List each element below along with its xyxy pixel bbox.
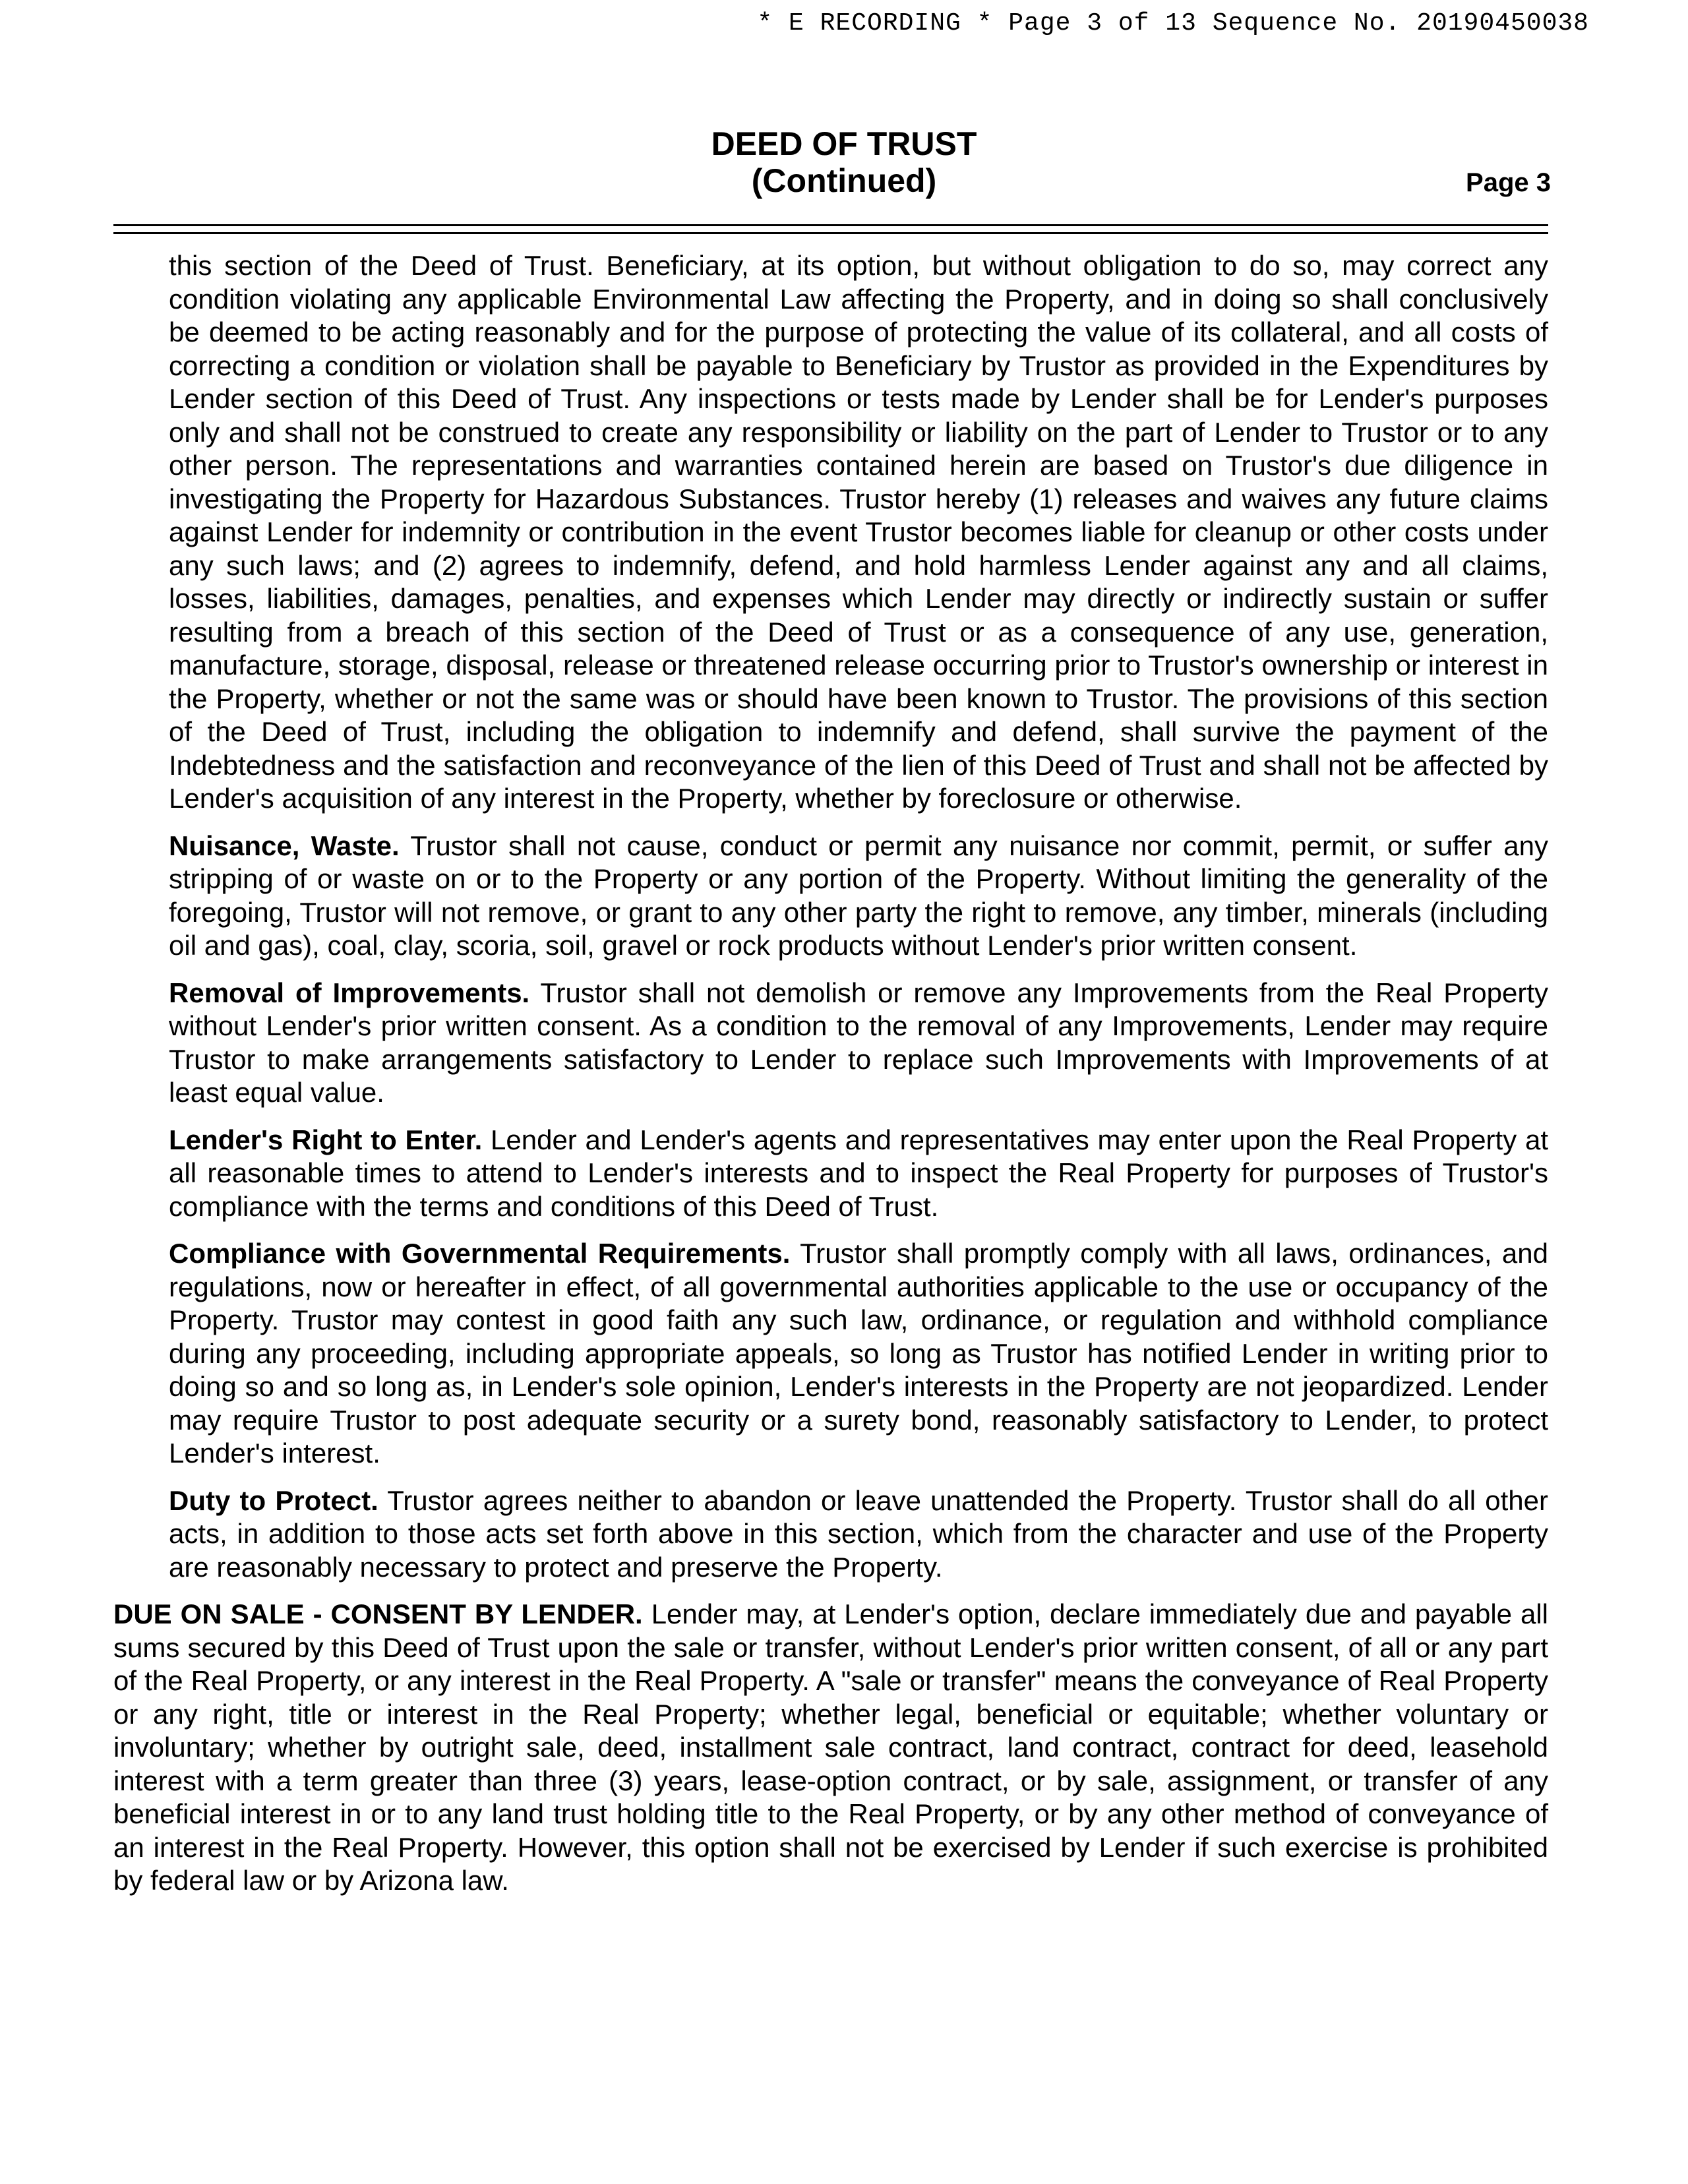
paragraph-due-on-sale xyxy=(113,1598,1548,1898)
document-header xyxy=(0,125,1688,204)
document-body xyxy=(113,249,1548,1912)
header-divider-bottom xyxy=(113,232,1548,234)
paragraph-text: Trustor agrees neither to abandon or leave unattended the Property. Trustor shall do all other acts, in addition to those acts set forth above in this section, which from the character and use of the Property are reasonably necessary to protect and preserve the Property. xyxy=(169,1484,1548,1583)
paragraph-heading: Compliance with Governmental Requirements. xyxy=(169,1238,791,1269)
paragraph-heading: Lender's Right to Enter. xyxy=(169,1124,483,1155)
paragraph-text: Lender and Lender's agents and representatives may enter upon the Real Property at all reasonable times to attend to Lender's interests and to inspect the Real Property for purposes of Trustor's compliance with the terms and conditions of this Deed of Trust. xyxy=(169,1124,1548,1222)
paragraph-text: Trustor shall not cause, conduct or permit any nuisance nor commit, permit, or suffer any stripping of or waste on or to the Property or any portion of the Property. Without limiting the generality of the foregoing, Trustor will not remove, or grant to any other party the right to remove, any timber, minerals (including oil and gas), coal, clay, scoria, soil, gravel or rock products without Lender's prior written consent. xyxy=(169,830,1548,961)
paragraph-nuisance-waste xyxy=(169,830,1548,963)
header-divider-top xyxy=(113,224,1548,226)
paragraph-text: this section of the Deed of Trust. Beneficiary, at its option, but without obligation to do so, may correct any condition violating any applicable Environmental Law affecting the Property, and in doing so shall conclusively be deemed to be acting reasonably and for the purpose of protecting the value of its collateral, and all costs of correcting a condition or violation shall be payable to Beneficiary by Trustor as provided in the Expenditures by Lender section of this Deed of Trust. Any inspections or tests made by Lender shall be for Lender's purposes only and shall not be construed to create any responsibility or liability on the part of Lender to Trustor or to any other person. The representations and warranties contained herein are based on Trustor's due diligence in investigating the Property for Hazardous Substances. Trustor hereby (1) releases and waives any future claims against Lender for indemnity or contribution in the event Trustor becomes liable for cleanup or other costs under any such laws; and (2) agrees to indemnify, defend, and hold harmless Lender against any and all claims, losses, liabilities, damages, penalties, and expenses which Lender may directly or indirectly sustain or suffer resulting from a breach of this section of the Deed of Trust or as a consequence of any use, generation, manufacture, storage, disposal, release or threatened release occurring prior to Trustor's ownership or interest in the Property, whether or not the same was or should have been known to Trustor. The provisions of this section of the Deed of Trust, including the obligation to indemnify and defend, shall survive the payment of the Indebtedness and the satisfaction and reconveyance of the lien of this Deed of Trust and shall not be affected by Lender's acquisition of any interest in the Property, whether by foreclosure or otherwise. xyxy=(169,250,1548,814)
page-number: Page 3 xyxy=(1466,168,1551,197)
paragraph-right-to-enter xyxy=(169,1124,1548,1224)
paragraph-text: Trustor shall not demolish or remove any Improvements from the Real Property without Lender's prior written consent. As a condition to the removal of any Improvements, Lender may require Trustor to make arrangements satisfactory to Lender to replace such Improvements with Improvements of at least equal value. xyxy=(169,977,1548,1108)
paragraph-heading: DUE ON SALE - CONSENT BY LENDER. xyxy=(113,1598,643,1629)
paragraph-heading: Duty to Protect. xyxy=(169,1484,378,1516)
document-subtitle: (Continued) xyxy=(751,162,937,199)
paragraph-heading: Nuisance, Waste. xyxy=(169,830,400,861)
paragraph-text: Trustor shall promptly comply with all laws, ordinances, and regulations, now or hereafter in effect, of all governmental authorities applicable to the use or occupancy of the Property. Trustor may contest in good faith any such law, ordinance, or regulation and withhold compliance during any proceeding, including appropriate appeals, so long as Trustor has notified Lender in writing prior to doing so and so long as, in Lender's sole opinion, Lender's interests in the Property are not jeopardized. Lender may require Trustor to post adequate security or a surety bond, reasonably satisfactory to Lender, to protect Lender's interest. xyxy=(169,1238,1548,1469)
recording-stamp: * E RECORDING * Page 3 of 13 Sequence No. 20190450038 xyxy=(757,9,1589,38)
paragraph-governmental-compliance xyxy=(169,1237,1548,1471)
paragraph-environmental-continued xyxy=(169,249,1548,816)
paragraph-text: Lender may, at Lender's option, declare immediately due and payable all sums secured by this Deed of Trust upon the sale or transfer, without Lender's prior written consent, of all or any part of the Real Property, or any interest in the Real Property. A "sale or transfer" means the conveyance of Real Property or any right, title or interest in the Real Property; whether legal, beneficial or equitable; whether voluntary or involuntary; whether by outright sale, deed, installment sale contract, land contract, contract for deed, leasehold interest with a term greater than three (3) years, lease-option contract, or by sale, assignment, or transfer of any beneficial interest in or to any land trust holding title to the Real Property, or by any other method of conveyance of an interest in the Real Property. However, this option shall not be exercised by Lender if such exercise is prohibited by federal law or by Arizona law. xyxy=(113,1598,1549,1896)
paragraph-duty-to-protect xyxy=(169,1484,1548,1585)
paragraph-heading: Removal of Improvements. xyxy=(169,977,530,1008)
paragraph-removal-of-improvements xyxy=(169,977,1548,1110)
document-title: DEED OF TRUST xyxy=(711,125,977,162)
